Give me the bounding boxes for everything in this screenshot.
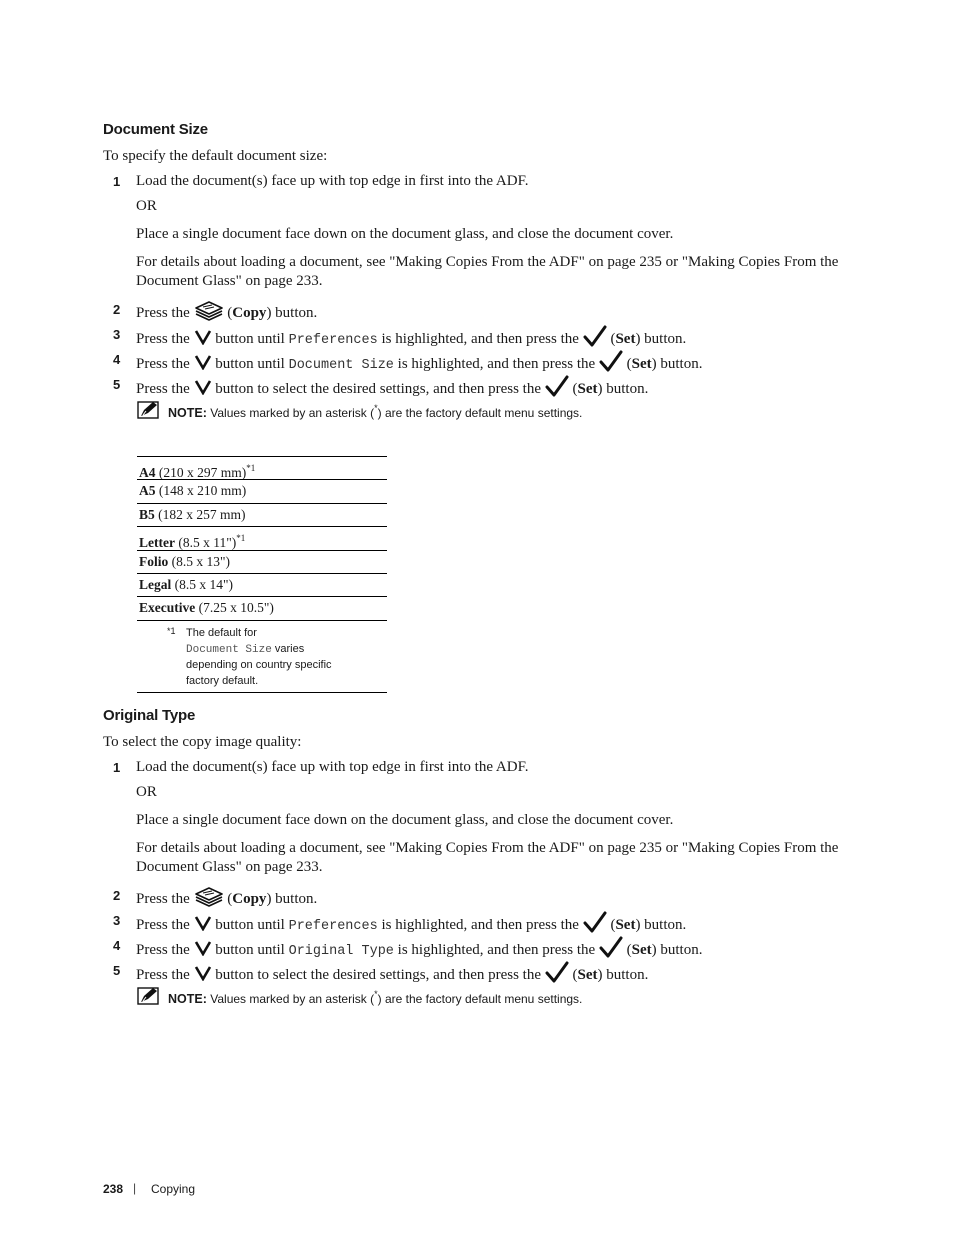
default-marker: *1 xyxy=(246,463,256,473)
copy-icon xyxy=(194,886,224,908)
default-marker: *1 xyxy=(236,533,246,544)
step-alt-text: Place a single document face down on the document glass, and close the document cover. xyxy=(136,226,674,242)
step-text: Press the button to select the desired settings, and then press the (Set) button. xyxy=(136,961,648,985)
checkmark-icon xyxy=(599,936,623,958)
step-number: 4 xyxy=(113,938,121,953)
step-alt-text: Place a single document face down on the document glass, and close the document cover. xyxy=(136,812,674,828)
set-button-label: Set xyxy=(615,331,636,347)
footer-separator: | xyxy=(133,1181,137,1195)
footnote-mark: *1 xyxy=(167,626,176,636)
step-text: Press the button until Preferences is highlighted, and then press the (Set) button. xyxy=(136,911,686,936)
chevron-down-icon xyxy=(194,965,212,981)
menu-item-code: Original Type xyxy=(288,944,394,959)
step-number: 1 xyxy=(113,174,121,189)
menu-item-code: Preferences xyxy=(288,333,378,348)
note-label: NOTE: xyxy=(168,992,207,1006)
page-number: 238 xyxy=(103,1182,124,1196)
table-row: B5 (182 x 257 mm) xyxy=(137,503,387,526)
step-text: Press the button until Document Size is highlighted, and then press the (Set) button. xyxy=(136,350,702,375)
set-button-label: Set xyxy=(631,356,652,372)
table-row: A5 (148 x 210 mm) xyxy=(137,479,387,502)
table-row: Executive (7.25 x 10.5") xyxy=(137,596,387,619)
copy-button-label: Copy xyxy=(232,305,267,321)
step-text: Press the button to select the desired settings, and then press the (Set) button. xyxy=(136,375,648,399)
chevron-down-icon xyxy=(194,354,212,370)
chevron-down-icon xyxy=(194,940,212,956)
pencil-note-icon xyxy=(137,401,159,419)
step-details: For details about loading a document, see "Making Copies From the ADF" on page 235 or "Making Copies From the Document Glass" on page 233. xyxy=(136,254,839,289)
step-text: Load the document(s) face up with top edge in first into the ADF. xyxy=(136,759,529,775)
menu-item-code: Preferences xyxy=(288,919,378,934)
step-number: 2 xyxy=(113,302,121,317)
checkmark-icon xyxy=(583,325,607,347)
set-button-label: Set xyxy=(631,942,652,958)
step-number: 4 xyxy=(113,352,121,367)
step-number: 3 xyxy=(113,913,121,928)
step-text: Press the button until Original Type is highlighted, and then press the (Set) button. xyxy=(136,936,702,961)
step-or: OR xyxy=(136,198,157,214)
section-title-original-type: Original Type xyxy=(103,707,196,724)
table-row: Letter (8.5 x 11")$^{*1}$ xyxy=(137,526,387,549)
table-row: Folio (8.5 x 13") xyxy=(137,550,387,573)
note: NOTE: Values marked by an asterisk (*) are the factory default menu settings. xyxy=(168,989,583,1006)
chevron-down-icon xyxy=(194,915,212,931)
section-intro: To specify the default document size: xyxy=(103,148,328,164)
step-text: Load the document(s) face up with top edge in first into the ADF. xyxy=(136,173,529,189)
footnote-code: Document Size xyxy=(186,643,272,656)
set-button-label: Set xyxy=(577,967,598,983)
step-text: Press the (Copy) button. xyxy=(136,886,317,909)
table-row: Legal (8.5 x 14") xyxy=(137,573,387,596)
chapter-name: Copying xyxy=(151,1182,196,1196)
section-intro: To select the copy image quality: xyxy=(103,734,302,750)
set-button-label: Set xyxy=(577,381,598,397)
checkmark-icon xyxy=(545,375,569,397)
table-footnote xyxy=(137,620,387,693)
step-number: 5 xyxy=(113,963,121,978)
step-or: OR xyxy=(136,784,157,800)
checkmark-icon xyxy=(583,911,607,933)
step-number: 3 xyxy=(113,327,121,342)
checkmark-icon xyxy=(599,350,623,372)
copy-icon xyxy=(194,300,224,322)
pencil-note-icon xyxy=(137,987,159,1005)
step-number: 1 xyxy=(113,760,121,775)
footnote-text: The default for Document Size varies depending on country specific factory default. xyxy=(186,627,332,687)
checkmark-icon xyxy=(545,961,569,983)
table-row: A4 (210 x 297 mm)$^{*1}$ xyxy=(137,456,387,479)
step-text: Press the button until Preferences is highlighted, and then press the (Set) button. xyxy=(136,325,686,350)
note: NOTE: Values marked by an asterisk (*) are the factory default menu settings. xyxy=(168,403,583,420)
chevron-down-icon xyxy=(194,379,212,395)
step-number: 2 xyxy=(113,888,121,903)
note-label: NOTE: xyxy=(168,406,207,420)
section-title-document-size: Document Size xyxy=(103,121,208,138)
menu-item-code: Document Size xyxy=(288,358,394,373)
set-button-label: Set xyxy=(615,917,636,933)
step-text: Press the (Copy) button. xyxy=(136,300,317,323)
step-details: For details about loading a document, see "Making Copies From the ADF" on page 235 or "Making Copies From the Document Glass" on page 233. xyxy=(136,840,839,875)
copy-button-label: Copy xyxy=(232,891,267,907)
step-number: 5 xyxy=(113,377,121,392)
chevron-down-icon xyxy=(194,329,212,345)
